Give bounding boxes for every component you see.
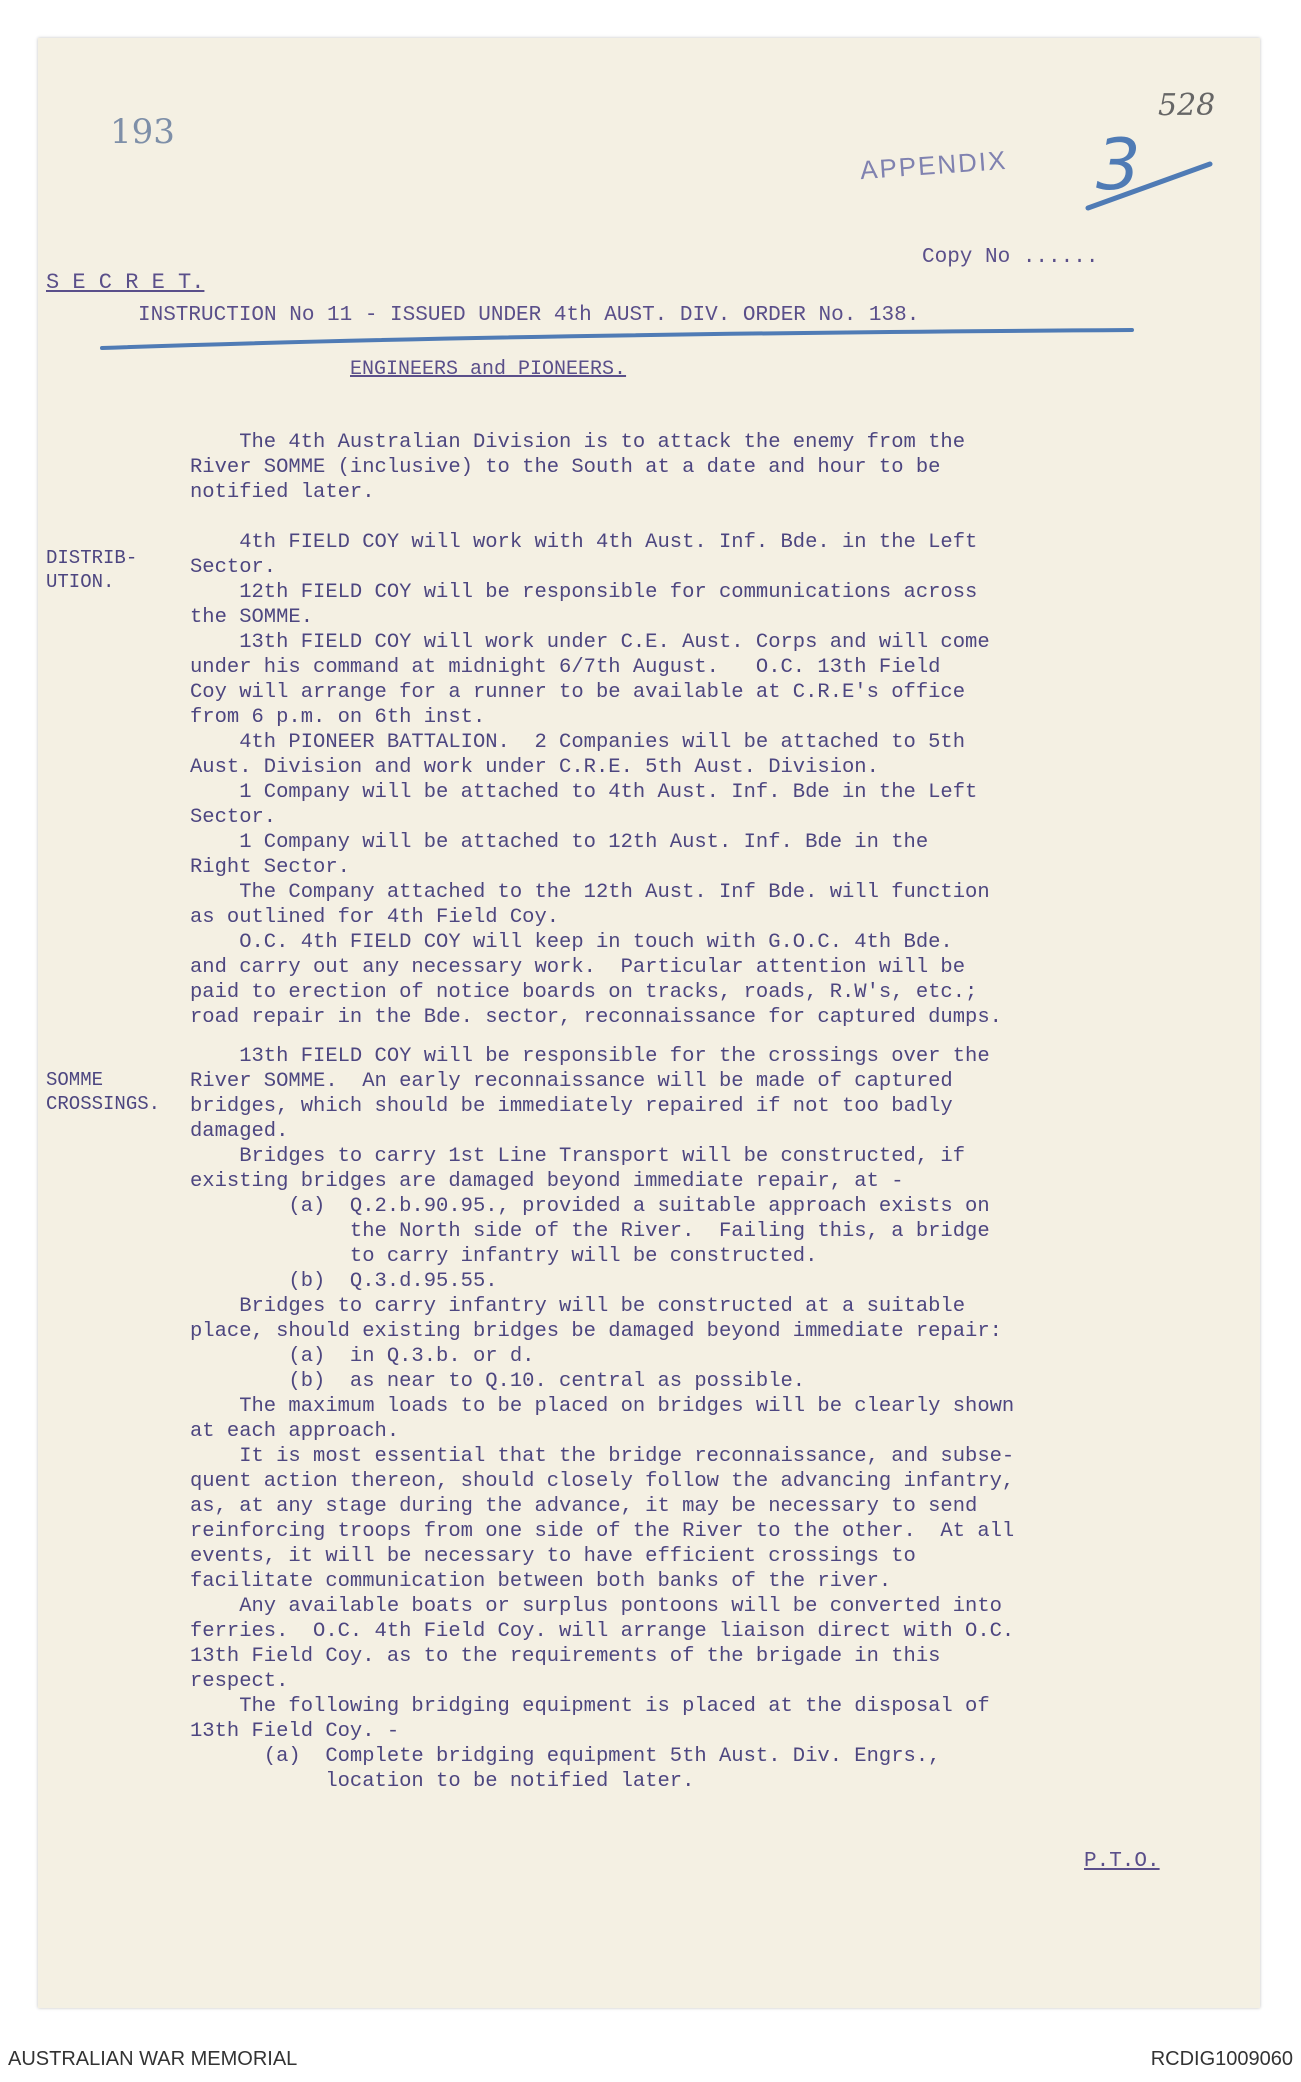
archive-caption-left: AUSTRALIAN WAR MEMORIAL — [8, 2048, 298, 2070]
appendix-number: 3 — [1096, 124, 1141, 206]
instruction-subtitle: ENGINEERS and PIONEERS. — [350, 358, 627, 381]
distribution-label: DISTRIB- UTION. — [46, 547, 138, 593]
blue-pencil-stroke — [1080, 156, 1220, 216]
intro-paragraph: The 4th Australian Division is to attack the enemy from the River SOMME (inclusive) to the South at a date and hour to be notified later. — [190, 431, 966, 504]
page-number: 193 — [110, 112, 175, 152]
document-page — [38, 38, 1260, 2008]
title-underline — [98, 328, 1138, 352]
somme-crossings-text: 13th FIELD COY will be responsible for the crossings over the River SOMME. An early reconnaissance will be made of captured bridges, which should be immediately repaired if not too badly damaged. Bridges to carry 1st Line Transport will be constructed, if existing bridges are damaged beyond immediate repair, at - (a) Q.2.b.90.95., provided a suitable approach exists on the North side of the River. Failing this, a bridge to carry infantry will be constructed. (b) Q.3.d.95.55. Bridges to carry infantry will be constructed at a suitable place, should existing bridges be damaged beyond immediate repair: (a) in Q.3.b. or d. (b) as near to Q.10. central as possible. The maximum loads to be placed on bridges will be clearly shown at each approach. It is most essential that the bridge reconnaissance, and subse- quent action thereon, should closely follow the advancing infantry, as, at any stage during the advance, it may be necessary to send reinforcing troops from one side of the River to the other. At all events, it will be necessary to have efficient crossings to facilitate communication between both banks of the river. Any available boats or surplus pontoons will be converted into ferries. O.C. 4th Field Coy. will arrange liaison direct with O.C. 13th Field Coy. as to the requirements of the brigade in this respect. The following bridging equipment is placed at the disposal of 13th Field Coy. - (a) Complete bridging equipment 5th Aust. Div. Engrs., location to be notified later. — [190, 1045, 1015, 1793]
pto-marker: P.T.O. — [1084, 1850, 1160, 1873]
somme-crossings-label: SOMME CROSSINGS. — [46, 1069, 161, 1115]
instruction-title: INSTRUCTION No 11 - ISSUED UNDER 4th AUST. DIV. ORDER No. 138. — [138, 304, 920, 327]
copy-number: Copy No ...... — [922, 246, 1099, 269]
appendix-stamp: APPENDIX — [859, 144, 1009, 186]
distribution-text: 4th FIELD COY will work with 4th Aust. Inf. Bde. in the Left Sector. 12th FIELD COY will be responsible for communications across the SOMME. 13th FIELD COY will work under C.E. Aust. Corps and will come under his command at midnight 6/7th August. O.C. 13th Field Coy will arrange for a runner to be available at C.R.E's office from 6 p.m. on 6th inst. 4th PIONEER BATTALION. 2 Companies will be attached to 5th Aust. Division and work under C.R.E. 5th Aust. Division. 1 Company will be attached to 4th Aust. Inf. Bde in the Left Sector. 1 Company will be attached to 12th Aust. Inf. Bde in the Right Sector. The Company attached to the 12th Aust. Inf Bde. will function as outlined for 4th Field Coy. O.C. 4th FIELD COY will keep in touch with G.O.C. 4th Bde. and carry out any necessary work. Particular attention will be paid to erection of notice boards on tracks, roads, R.W's, etc.; road repair in the Bde. sector, reconnaissance for captured dumps. — [190, 531, 1002, 1029]
secret-marking: S E C R E T. — [46, 270, 205, 295]
archive-caption-right: RCDIG1009060 — [1150, 2048, 1293, 2070]
folio-number: 528 — [1158, 88, 1216, 123]
